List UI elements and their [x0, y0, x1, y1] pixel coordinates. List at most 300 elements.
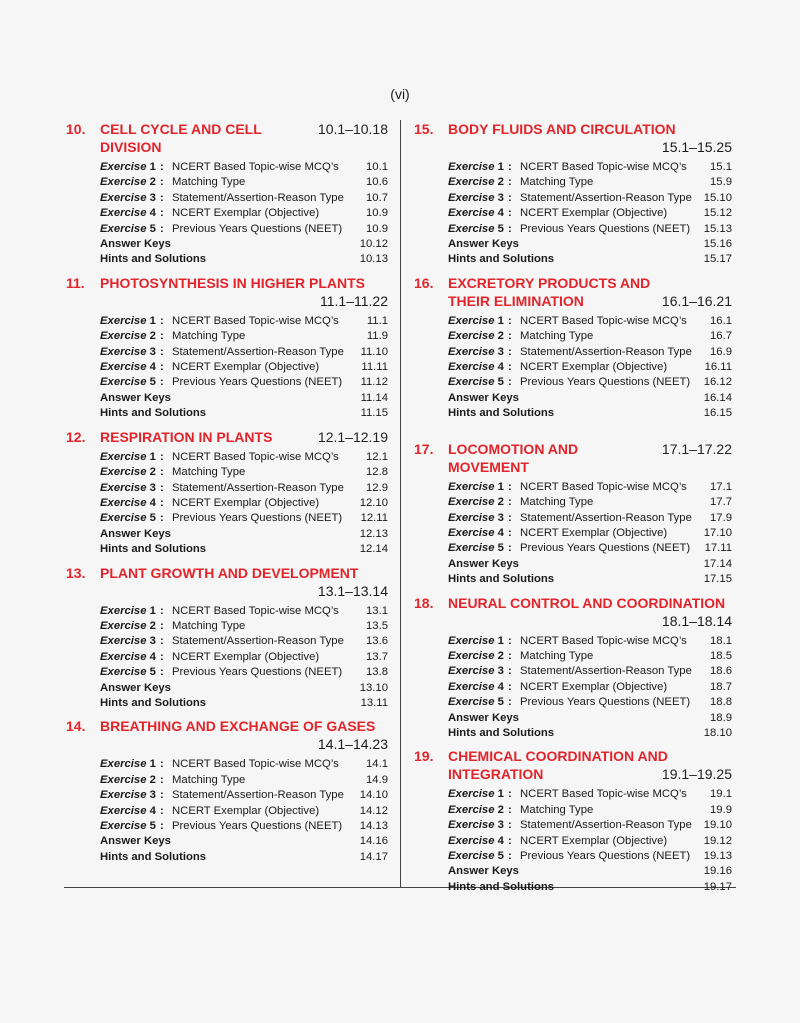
chapter-heading-line2[interactable]	[414, 765, 732, 783]
toc-entry[interactable]	[100, 757, 388, 772]
exercise-number: 2	[497, 496, 504, 509]
exercise-title: NCERT Exemplar (Objective)	[520, 834, 668, 847]
toc-entry[interactable]	[100, 665, 388, 680]
toc-entry[interactable]	[448, 345, 732, 360]
exercise-label	[448, 664, 508, 679]
chapter-heading[interactable]	[66, 717, 388, 735]
chapter-number: 15.	[414, 121, 434, 137]
chapter-number: 13.	[66, 564, 86, 581]
hints-entry[interactable]	[100, 252, 388, 267]
exercise-label	[448, 787, 508, 802]
answer-keys-label: Answer Keys	[448, 557, 519, 570]
exercise-list	[66, 757, 388, 865]
chapter-title[interactable]: PHOTOSYNTHESIS IN HIGHER PLANTS	[100, 274, 365, 291]
exercise-title: Matching Type	[172, 176, 246, 189]
toc-entry[interactable]	[100, 481, 388, 496]
exercise-title: NCERT Exemplar (Objective)	[520, 361, 668, 374]
page-number-ref: 17.10	[703, 526, 732, 539]
toc-entry[interactable]	[448, 695, 732, 710]
exercise-label	[448, 206, 508, 221]
exercise-word: Exercise	[448, 496, 495, 509]
exercise-label	[100, 329, 160, 344]
page-number-ref: 13.8	[366, 666, 388, 679]
separator: :	[508, 345, 512, 358]
toc-entry[interactable]	[448, 541, 732, 556]
hints-entry[interactable]	[448, 252, 732, 267]
chapter-title[interactable]: PLANT GROWTH AND DEVELOPMENT	[100, 564, 359, 581]
exercise-number: 4	[497, 361, 504, 374]
exercise-list	[414, 480, 732, 588]
page-number-ref: 18.7	[710, 680, 732, 693]
exercise-number: 3	[149, 481, 156, 494]
separator: :	[160, 804, 164, 817]
chapter-title[interactable]: RESPIRATION IN PLANTS	[100, 428, 273, 445]
toc-entry[interactable]	[448, 160, 732, 175]
exercise-label	[100, 191, 160, 206]
chapter-number: 17.	[414, 440, 434, 457]
exercise-word: Exercise	[448, 634, 495, 647]
exercise-title: Previous Years Questions (NEET)	[520, 850, 691, 862]
chapter-heading[interactable]	[66, 274, 388, 292]
exercise-number: 4	[497, 834, 504, 847]
answer-keys-entry[interactable]	[100, 527, 388, 542]
separator: :	[160, 666, 164, 679]
toc-entry[interactable]	[100, 819, 388, 834]
page-number-ref: 17.7	[710, 496, 732, 509]
chapter-title[interactable]: EXCRETORY PRODUCTS AND	[448, 274, 651, 291]
exercise-title: NCERT Based Topic-wise MCQ’s	[520, 634, 687, 647]
exercise-word: Exercise	[448, 696, 495, 709]
exercise-number: 3	[497, 511, 504, 524]
page-number-ref: 14.10	[359, 789, 388, 802]
answer-keys-entry[interactable]	[448, 711, 732, 726]
toc-entry[interactable]	[448, 314, 732, 329]
exercise-word: Exercise	[448, 850, 495, 862]
toc-entry[interactable]	[448, 526, 732, 541]
chapter-number: 10.	[66, 121, 86, 137]
exercise-word: Exercise	[448, 819, 495, 832]
hints-entry[interactable]	[448, 572, 732, 587]
exercise-word: Exercise	[100, 345, 147, 358]
page-number-ref: 17.14	[703, 557, 732, 570]
page-number-ref: 14.13	[359, 820, 388, 832]
exercise-number: 3	[497, 665, 504, 678]
exercise-title: Previous Years Questions (NEET)	[520, 696, 691, 709]
exercise-word: Exercise	[448, 665, 495, 678]
page-number-ref: 19.1	[710, 788, 732, 801]
exercise-word: Exercise	[100, 512, 147, 525]
toc-entry[interactable]	[448, 649, 732, 664]
exercise-title: Matching Type	[172, 330, 246, 343]
exercise-number: 4	[497, 680, 504, 693]
toc-entry[interactable]	[100, 314, 388, 329]
exercise-title: Previous Years Questions (NEET)	[172, 820, 343, 832]
toc-entry[interactable]	[100, 496, 388, 511]
toc-entry[interactable]	[100, 465, 388, 480]
toc-entry[interactable]	[100, 804, 388, 819]
exercise-word: Exercise	[100, 820, 147, 832]
page-number-ref: 14.12	[359, 804, 388, 817]
exercise-number: 1	[149, 450, 156, 463]
exercise-number: 5	[497, 542, 504, 555]
chapter-11	[66, 274, 388, 422]
toc-entry[interactable]	[448, 360, 732, 375]
exercise-number: 1	[149, 758, 156, 771]
hints-entry[interactable]	[100, 850, 388, 865]
exercise-label	[100, 757, 160, 772]
chapter-page-range: 15.1–15.25	[661, 139, 732, 155]
toc-entry[interactable]	[100, 360, 388, 375]
page-number-ref: 19.13	[703, 850, 732, 862]
exercise-number: 4	[149, 804, 156, 817]
exercise-word: Exercise	[448, 480, 495, 493]
exercise-word: Exercise	[100, 604, 147, 617]
exercise-title: Statement/Assertion-Reason Type	[520, 511, 692, 524]
toc-entry[interactable]	[448, 680, 732, 695]
chapter-heading[interactable]	[414, 440, 732, 476]
chapter-title[interactable]: CELL CYCLE AND CELL DIVISION	[100, 121, 262, 155]
toc-entry[interactable]	[448, 511, 732, 526]
exercise-word: Exercise	[100, 161, 147, 173]
exercise-title: Matching Type	[520, 649, 594, 662]
page-number-ref: 17.15	[703, 573, 732, 586]
chapter-page-range: 16.1–16.21	[661, 292, 732, 309]
exercise-word: Exercise	[100, 450, 147, 463]
exercise-word: Exercise	[100, 481, 147, 494]
exercise-word: Exercise	[100, 330, 147, 343]
chapter-title[interactable]: LOCOMOTION AND MOVEMENT	[448, 440, 579, 475]
hints-label: Hints and Solutions	[448, 253, 555, 266]
chapter-heading[interactable]	[66, 564, 388, 582]
chapter-heading[interactable]	[66, 428, 388, 446]
exercise-title: Matching Type	[520, 176, 594, 189]
separator: :	[160, 481, 164, 494]
exercise-number: 3	[497, 191, 504, 204]
chapter-heading[interactable]	[414, 747, 732, 765]
exercise-title: NCERT Based Topic-wise MCQ’s	[520, 314, 687, 327]
exercise-word: Exercise	[448, 526, 495, 539]
separator: :	[508, 634, 512, 647]
exercise-number: 2	[497, 330, 504, 343]
toc-entry[interactable]	[448, 849, 732, 864]
exercise-word: Exercise	[100, 496, 147, 509]
chapter-number: 12.	[66, 428, 86, 445]
page-number-ref: 15.12	[703, 207, 732, 220]
exercise-word: Exercise	[448, 176, 495, 189]
chapter-title[interactable]: BODY FLUIDS AND CIRCULATION	[448, 121, 676, 137]
separator: :	[160, 466, 164, 479]
toc-entry[interactable]	[448, 818, 732, 833]
separator: :	[160, 512, 164, 525]
page-number-ref: 10.9	[366, 207, 388, 220]
toc-entry[interactable]	[100, 222, 388, 237]
exercise-label	[448, 480, 508, 495]
hints-label: Hints and Solutions	[100, 696, 207, 709]
page-number-ref: 14.9	[366, 773, 388, 786]
page-number-ref: 17.11	[704, 542, 732, 555]
exercise-label	[100, 450, 160, 465]
hints-entry[interactable]	[100, 406, 388, 421]
exercise-label	[448, 191, 508, 206]
page-number-ref: 16.7	[710, 330, 732, 343]
exercise-word: Exercise	[100, 758, 147, 771]
page-number-ref: 12.9	[366, 481, 388, 494]
column-divider	[400, 120, 401, 888]
exercise-number: 1	[149, 604, 156, 617]
separator: :	[160, 161, 164, 173]
exercise-title: Statement/Assertion-Reason Type	[172, 789, 344, 802]
exercise-number: 1	[497, 314, 504, 327]
exercise-title: Matching Type	[172, 773, 246, 786]
exercise-word: Exercise	[100, 361, 147, 374]
chapter-heading-line2[interactable]	[414, 292, 732, 310]
separator: :	[508, 680, 512, 693]
toc-entry[interactable]	[448, 664, 732, 679]
exercise-title: Previous Years Questions (NEET)	[520, 376, 691, 389]
toc-entry[interactable]	[448, 480, 732, 495]
exercise-title: NCERT Based Topic-wise MCQ’s	[520, 788, 687, 801]
page-number-ref: 18.9	[710, 711, 732, 724]
exercise-title: Matching Type	[520, 803, 594, 816]
chapter-title[interactable]: NEURAL CONTROL AND COORDINATION	[448, 594, 726, 611]
page-number-ref: 18.10	[703, 726, 732, 739]
chapter-title-continued[interactable]: INTEGRATION	[448, 766, 544, 783]
exercise-number: 1	[497, 788, 504, 801]
page-number-ref: 15.16	[703, 238, 732, 251]
exercise-title: NCERT Based Topic-wise MCQ’s	[520, 480, 687, 493]
exercise-word: Exercise	[100, 804, 147, 817]
toc-entry[interactable]	[448, 634, 732, 649]
toc-entry[interactable]	[100, 511, 388, 526]
page-number-ref: 19.12	[703, 834, 732, 847]
toc-entry[interactable]	[448, 222, 732, 237]
toc-entry[interactable]	[100, 160, 388, 175]
exercise-label	[100, 222, 160, 237]
separator: :	[508, 161, 512, 173]
page-number-ref: 11.9	[366, 330, 388, 343]
separator: :	[508, 696, 512, 709]
toc-entry[interactable]	[100, 375, 388, 390]
exercise-title: NCERT Based Topic-wise MCQ’s	[172, 161, 339, 173]
toc-entry[interactable]	[100, 604, 388, 619]
hints-entry[interactable]	[448, 726, 732, 741]
toc-entry[interactable]	[100, 345, 388, 360]
separator: :	[160, 361, 164, 374]
answer-keys-entry[interactable]	[100, 237, 388, 252]
separator: :	[508, 665, 512, 678]
answer-keys-entry[interactable]	[448, 557, 732, 572]
exercise-list	[66, 314, 388, 422]
answer-keys-entry[interactable]	[448, 864, 732, 879]
exercise-word: Exercise	[100, 314, 147, 327]
exercise-label	[448, 222, 508, 237]
hints-label: Hints and Solutions	[448, 573, 555, 586]
exercise-word: Exercise	[100, 176, 147, 189]
chapter-10	[66, 120, 388, 268]
exercise-label	[100, 665, 160, 680]
page-number-ref: 10.9	[366, 222, 388, 235]
exercise-label	[100, 481, 160, 496]
hints-entry[interactable]	[100, 696, 388, 711]
exercise-number: 2	[149, 773, 156, 786]
exercise-number: 3	[149, 345, 156, 358]
exercise-number: 1	[149, 314, 156, 327]
exercise-title: Matching Type	[520, 496, 594, 509]
answer-keys-label: Answer Keys	[448, 238, 519, 251]
page-number-ref: 12.13	[359, 527, 388, 540]
page-number-ref: 13.10	[359, 681, 388, 694]
chapter-heading[interactable]	[414, 594, 732, 612]
separator: :	[508, 207, 512, 220]
exercise-title: NCERT Exemplar (Objective)	[172, 361, 320, 374]
chapter-number: 14.	[66, 718, 86, 735]
toc-entry[interactable]	[100, 634, 388, 649]
toc-entry[interactable]	[448, 803, 732, 818]
exercise-label	[448, 345, 508, 360]
answer-keys-entry[interactable]	[448, 237, 732, 252]
toc-entry[interactable]	[448, 191, 732, 206]
toc-entry[interactable]	[100, 450, 388, 465]
answer-keys-label: Answer Keys	[100, 238, 171, 251]
exercise-label	[448, 511, 508, 526]
exercise-label	[100, 773, 160, 788]
toc-entry[interactable]	[448, 834, 732, 849]
exercise-word: Exercise	[448, 376, 495, 389]
exercise-label	[100, 206, 160, 221]
exercise-label	[100, 496, 160, 511]
exercise-word: Exercise	[100, 773, 147, 786]
chapter-title[interactable]: BREATHING AND EXCHANGE OF GASES	[100, 718, 376, 735]
separator: :	[160, 450, 164, 463]
chapter-page-range: 17.1–17.22	[661, 440, 732, 457]
hints-entry[interactable]	[448, 880, 732, 895]
exercise-number: 4	[149, 650, 156, 663]
toc-entry[interactable]	[448, 375, 732, 390]
exercise-label	[448, 175, 508, 190]
exercise-word: Exercise	[448, 649, 495, 662]
toc-entry[interactable]	[100, 329, 388, 344]
chapter-15	[414, 120, 732, 268]
toc-entry[interactable]	[100, 788, 388, 803]
toc-entry[interactable]	[448, 787, 732, 802]
separator: :	[160, 330, 164, 343]
separator: :	[508, 480, 512, 493]
exercise-list	[66, 604, 388, 712]
separator: :	[508, 222, 512, 235]
exercise-word: Exercise	[448, 834, 495, 847]
exercise-label	[100, 465, 160, 480]
page-number-ref: 19.16	[703, 865, 732, 878]
separator: :	[160, 314, 164, 327]
separator: :	[508, 819, 512, 832]
exercise-word: Exercise	[100, 207, 147, 220]
exercise-number: 4	[149, 361, 156, 374]
separator: :	[508, 834, 512, 847]
exercise-number: 3	[497, 819, 504, 832]
exercise-title: NCERT Based Topic-wise MCQ’s	[172, 314, 339, 327]
chapter-18	[414, 594, 732, 742]
exercise-word: Exercise	[448, 191, 495, 204]
hints-entry[interactable]	[448, 406, 732, 421]
toc-entry[interactable]	[448, 206, 732, 221]
exercise-label	[448, 849, 508, 864]
chapter-title-continued[interactable]: THEIR ELIMINATION	[448, 292, 584, 309]
separator: :	[160, 758, 164, 771]
toc-entry[interactable]	[448, 175, 732, 190]
exercise-title: Statement/Assertion-Reason Type	[172, 191, 344, 204]
toc-entry[interactable]	[100, 650, 388, 665]
separator: :	[160, 650, 164, 663]
answer-keys-entry[interactable]	[100, 681, 388, 696]
separator: :	[508, 314, 512, 327]
page-number-ref: 16.14	[703, 391, 732, 404]
chapter-heading[interactable]	[414, 274, 732, 292]
separator: :	[508, 788, 512, 801]
exercise-word: Exercise	[448, 542, 495, 555]
exercise-list	[414, 160, 732, 268]
exercise-word: Exercise	[100, 635, 147, 648]
separator: :	[508, 330, 512, 343]
toc-entry[interactable]	[448, 495, 732, 510]
exercise-word: Exercise	[448, 330, 495, 343]
separator: :	[160, 820, 164, 832]
exercise-word: Exercise	[448, 345, 495, 358]
answer-keys-entry[interactable]	[100, 834, 388, 849]
chapter-heading[interactable]	[66, 120, 388, 156]
exercise-number: 2	[149, 176, 156, 189]
exercise-word: Exercise	[100, 191, 147, 204]
page-number-ref: 18.8	[710, 696, 732, 709]
exercise-label	[100, 511, 160, 526]
page-number-ref: 13.11	[360, 696, 388, 709]
page-number-ref: 18.1	[710, 634, 732, 647]
exercise-label	[448, 803, 508, 818]
exercise-word: Exercise	[100, 789, 147, 802]
chapter-title[interactable]: CHEMICAL COORDINATION AND	[448, 748, 668, 765]
toc-entry[interactable]	[100, 206, 388, 221]
exercise-label	[448, 526, 508, 541]
exercise-title: NCERT Exemplar (Objective)	[172, 650, 320, 663]
exercise-label	[448, 680, 508, 695]
exercise-word: Exercise	[448, 222, 495, 235]
exercise-number: 5	[149, 376, 156, 389]
toc-entry[interactable]	[100, 619, 388, 634]
exercise-word: Exercise	[448, 803, 495, 816]
answer-keys-entry[interactable]	[100, 391, 388, 406]
answer-keys-label: Answer Keys	[100, 527, 171, 540]
exercise-title: Previous Years Questions (NEET)	[172, 376, 343, 389]
hints-label: Hints and Solutions	[448, 407, 555, 420]
toc-entry[interactable]	[100, 175, 388, 190]
answer-keys-entry[interactable]	[448, 391, 732, 406]
chapter-number: 16.	[414, 274, 434, 291]
page-number-ref: 11.1	[366, 314, 388, 327]
exercise-label	[448, 314, 508, 329]
exercise-label	[448, 818, 508, 833]
exercise-label	[100, 619, 160, 634]
separator: :	[160, 376, 164, 389]
separator: :	[160, 222, 164, 235]
separator: :	[508, 511, 512, 524]
exercise-title: Statement/Assertion-Reason Type	[172, 345, 344, 358]
chapter-heading[interactable]	[414, 120, 732, 138]
hints-entry[interactable]	[100, 542, 388, 557]
page-number-ref: 10.12	[359, 238, 388, 251]
toc-entry[interactable]	[100, 191, 388, 206]
toc-entry[interactable]	[100, 773, 388, 788]
page-number-ref: 18.5	[710, 649, 732, 662]
toc-entry[interactable]	[448, 329, 732, 344]
